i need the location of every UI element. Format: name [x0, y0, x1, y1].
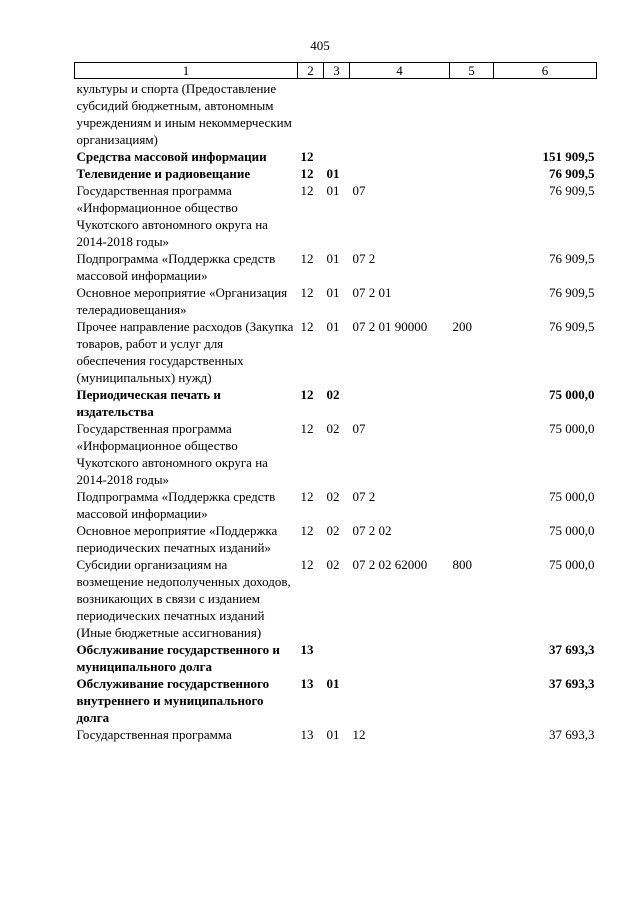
row-name: Прочее направление расходов (Закупка товаров, работ и услуг для обеспечения государственных (муниципальных) нужд): [76, 319, 294, 385]
row-expense-type: [450, 148, 494, 165]
row-subsection-code: 02: [326, 387, 340, 402]
row-expense-type: [450, 284, 494, 318]
row-expense-type: [450, 488, 494, 522]
row-name: Телевидение и радиовещание: [76, 166, 251, 181]
row-section-code: 12: [300, 149, 314, 164]
row-expense-type: [450, 726, 494, 743]
row-name: Государственная программа: [76, 727, 232, 742]
row-subsection-code: 02: [326, 523, 340, 538]
column-number-3: 3: [324, 63, 350, 79]
row-amount: 75 000,0: [549, 421, 595, 436]
table-row: [75, 386, 597, 420]
row-subsection-code: 01: [326, 676, 340, 691]
column-number-2: 2: [298, 63, 324, 79]
table-row: [75, 522, 597, 556]
table-row: [75, 284, 597, 318]
column-number-5: 5: [450, 63, 494, 79]
page-number: 405: [310, 38, 330, 53]
column-number-1: 1: [75, 63, 298, 79]
row-amount: 75 000,0: [549, 557, 595, 572]
row-expense-type: [450, 250, 494, 284]
row-name: Подпрограмма «Поддержка средств массовой информации»: [76, 251, 276, 283]
row-amount: 151 909,5: [542, 149, 595, 164]
row-target-article: 07 2 01: [352, 285, 392, 300]
row-section-code: 12: [300, 166, 314, 181]
row-expense-type: [450, 420, 494, 488]
row-subsection-code: [324, 641, 350, 675]
row-section-code: 13: [300, 727, 314, 742]
row-name: Государственная программа «Информационное общество Чукотского автономного округа на 2014-2018 годы»: [76, 183, 268, 249]
table-row: [75, 165, 597, 182]
row-section-code: 12: [300, 557, 314, 572]
row-amount: 75 000,0: [549, 523, 595, 538]
column-numbers-row: [75, 63, 597, 79]
row-amount: 76 909,5: [549, 251, 595, 266]
row-section-code: 12: [300, 523, 314, 538]
table-row: [75, 79, 597, 149]
row-amount: 75 000,0: [549, 387, 595, 402]
row-expense-type: [450, 165, 494, 182]
row-subsection-code: [324, 79, 350, 149]
row-section-code: 12: [300, 285, 314, 300]
row-expense-type: [450, 79, 494, 149]
row-name: Подпрограмма «Поддержка средств массовой информации»: [76, 489, 276, 521]
row-amount: 76 909,5: [549, 319, 595, 334]
row-name: Государственная программа «Информационное общество Чукотского автономного округа на 2014-2018 годы»: [76, 421, 268, 487]
row-section-code: 12: [300, 387, 314, 402]
row-target-article: 07 2: [352, 251, 376, 266]
row-name: культуры и спорта (Предоставление субсидий бюджетным, автономным учреждениям и иным некоммерческим организациям): [76, 81, 292, 147]
row-target-article: 07 2: [352, 489, 376, 504]
row-subsection-code: 02: [326, 557, 340, 572]
row-section-code: 12: [300, 319, 314, 334]
row-name: Средства массовой информации: [76, 149, 267, 164]
row-target-article: 12: [352, 727, 366, 742]
row-name: Субсидии организациям на возмещение недополученных доходов, возникающих в связи с изданием периодических печатных изданий (Иные бюджетные ассигнования): [76, 557, 291, 640]
row-expense-type: [450, 182, 494, 250]
row-subsection-code: 01: [326, 166, 340, 181]
row-section-code: [298, 79, 324, 149]
row-amount: 37 693,3: [549, 676, 595, 691]
row-subsection-code: 01: [326, 319, 340, 334]
table-body: [75, 79, 597, 744]
table-row: [75, 556, 597, 641]
row-section-code: 13: [300, 676, 314, 691]
table-row: [75, 148, 597, 165]
row-expense-type: [450, 522, 494, 556]
row-target-article: [350, 165, 450, 182]
row-target-article: 07 2 02: [352, 523, 392, 538]
row-subsection-code: 01: [326, 285, 340, 300]
row-expense-type: 800: [452, 557, 472, 572]
row-section-code: 12: [300, 421, 314, 436]
row-section-code: 13: [300, 642, 314, 657]
row-target-article: 07: [352, 421, 366, 436]
table-row: [75, 420, 597, 488]
row-expense-type: [450, 386, 494, 420]
column-number-4: 4: [350, 63, 450, 79]
row-target-article: [350, 79, 450, 149]
row-section-code: 12: [300, 251, 314, 266]
row-subsection-code: 01: [326, 251, 340, 266]
table-row: [75, 318, 597, 386]
table-row: [75, 182, 597, 250]
row-target-article: [350, 148, 450, 165]
table-row: [75, 726, 597, 743]
budget-table: [74, 62, 597, 743]
row-name: Обслуживание государственного и муниципального долга: [76, 642, 280, 674]
row-amount: 75 000,0: [549, 489, 595, 504]
row-target-article: [350, 641, 450, 675]
row-target-article: 07: [352, 183, 366, 198]
row-subsection-code: 02: [326, 489, 340, 504]
row-subsection-code: 01: [326, 183, 340, 198]
row-subsection-code: [324, 148, 350, 165]
row-amount: 37 693,3: [549, 642, 595, 657]
row-name: Обслуживание государственного внутреннего и муниципального долга: [76, 676, 270, 725]
table-row: [75, 641, 597, 675]
row-name: Основное мероприятие «Организация телерадиовещания»: [76, 285, 288, 317]
row-expense-type: [450, 641, 494, 675]
row-subsection-code: 01: [326, 727, 340, 742]
row-subsection-code: 02: [326, 421, 340, 436]
table-row: [75, 675, 597, 726]
row-target-article: 07 2 02 62000: [352, 557, 428, 572]
row-name: Основное мероприятие «Поддержка периодических печатных изданий»: [76, 523, 278, 555]
row-amount: 76 909,5: [549, 183, 595, 198]
row-expense-type: [450, 675, 494, 726]
row-amount: 37 693,3: [549, 727, 595, 742]
row-amount: [494, 79, 597, 149]
column-number-6: 6: [494, 63, 597, 79]
table-header: [75, 63, 597, 79]
row-target-article: [350, 675, 450, 726]
row-amount: 76 909,5: [549, 166, 595, 181]
row-amount: 76 909,5: [549, 285, 595, 300]
row-section-code: 12: [300, 489, 314, 504]
table-row: [75, 250, 597, 284]
row-name: Периодическая печать и издательства: [76, 387, 221, 419]
row-target-article: [350, 386, 450, 420]
row-expense-type: 200: [452, 319, 472, 334]
row-target-article: 07 2 01 90000: [352, 319, 428, 334]
table-row: [75, 488, 597, 522]
row-section-code: 12: [300, 183, 314, 198]
